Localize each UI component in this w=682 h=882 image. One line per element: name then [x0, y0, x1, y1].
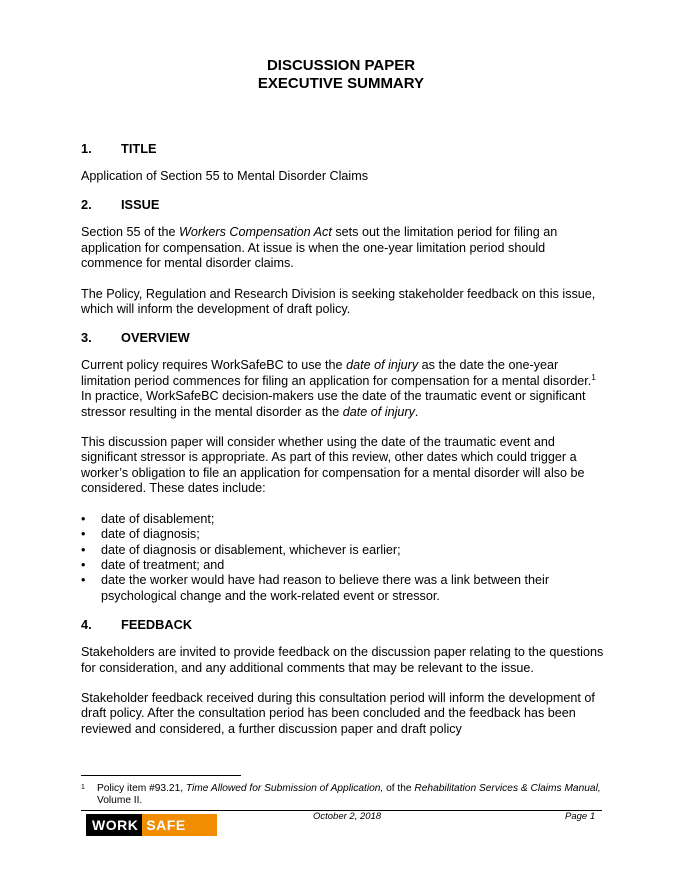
bullet-icon: • — [81, 573, 86, 588]
section-number: 4. — [81, 617, 92, 633]
section-overview-heading — [81, 330, 606, 346]
section-heading-text: OVERVIEW — [121, 330, 190, 346]
section-heading-text: ISSUE — [121, 197, 160, 213]
logo-work: WORK — [86, 814, 142, 836]
section-number: 2. — [81, 197, 92, 213]
list-item: • date of diagnosis or disablement, whichever is earlier; — [81, 542, 401, 557]
page-number: Page 1 — [565, 811, 596, 822]
footer-date: October 2, 2018 — [313, 811, 382, 822]
footnote-mark: 1 — [81, 784, 85, 791]
section-number: 1. — [81, 141, 92, 156]
list-item: • date the worker would have had reason to believe there was a link between their psychological change and the work-related event or stressor. — [81, 573, 550, 603]
document-body — [81, 141, 606, 737]
dates-list — [81, 512, 606, 604]
section-title-heading — [81, 141, 606, 157]
footnote-reference: 1 — [591, 372, 596, 382]
bullet-icon: • — [81, 527, 86, 542]
feedback-paragraph-1: Stakeholders are invited to provide feedback on the discussion paper relating to the questions for consideration, and any additional comments that may be relevant to the issue. — [81, 645, 604, 675]
footnote-text: Policy item #93.21, Time Allowed for Submission of Application, of the Rehabilitation Services & Claims Manual, Volume II. — [97, 783, 601, 807]
section-number: 3. — [81, 330, 92, 346]
document-header — [0, 57, 682, 93]
issue-paragraph-1: Section 55 of the Workers Compensation Act sets out the limitation period for filing an application for compensation. At issue is when the one-year limitation period should commence for mental disorder claims. — [81, 225, 558, 271]
list-item: • date of disablement; — [81, 511, 215, 526]
header-line-2: EXECUTIVE SUMMARY — [257, 75, 425, 92]
list-item: • date of treatment; and — [81, 557, 225, 572]
bullet-icon: • — [81, 542, 86, 557]
section-feedback-heading — [81, 617, 606, 633]
footnote-divider — [81, 775, 241, 776]
section-issue-heading — [81, 197, 606, 213]
footnote — [81, 783, 606, 807]
list-item: • date of diagnosis; — [81, 527, 200, 542]
issue-paragraph-2: The Policy, Regulation and Research Division is seeking stakeholder feedback on this issue, which will inform the development of draft policy. — [81, 286, 596, 317]
bullet-icon: • — [81, 557, 86, 572]
overview-paragraph-1: Current policy requires WorkSafeBC to use the date of injury as the date the one-year limitation period commences for filing an application for compensation for a mental disorder.$^1$ In practice, WorkSafeBC decision-makers use the date of the traumatic event or significant stressor resulting in the mental disorder as the date of injury. — [81, 358, 596, 419]
title-text: Application of Section 55 to Mental Disorder Claims — [81, 169, 368, 183]
overview-paragraph-2: This discussion paper will consider whether using the date of the traumatic event and significant stressor is appropriate. As part of this review, other dates which could trigger a worker’s obligation to file an application for compensation for a mental disorder will also be considered. These dates include: — [81, 435, 585, 496]
section-heading-text: FEEDBACK — [121, 617, 193, 633]
feedback-paragraph-2: Stakeholder feedback received during this consultation period will inform the development of draft policy. After the consultation period has been concluded and the feedback has been reviewed and considered, a further discussion paper and draft policy — [81, 690, 595, 736]
logo-safebc: SAFE BC — [142, 814, 217, 836]
bullet-icon: • — [81, 511, 86, 526]
section-heading-text: TITLE — [121, 141, 157, 156]
worksafebc-logo — [86, 814, 217, 855]
header-line-1: DISCUSSION PAPER — [266, 57, 416, 74]
